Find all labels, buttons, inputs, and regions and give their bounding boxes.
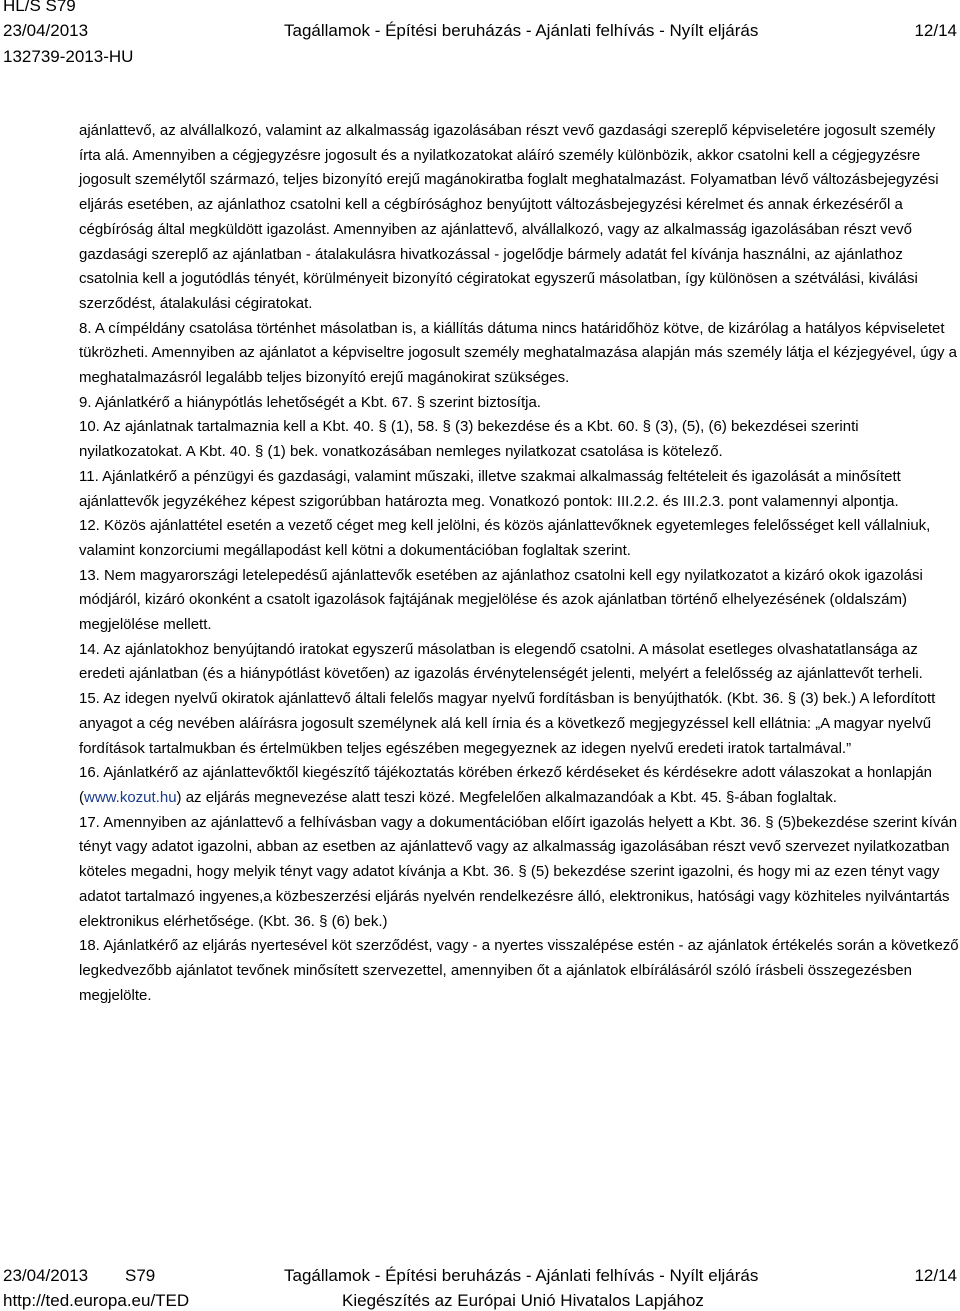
footer-url[interactable]: http://ted.europa.eu/TED xyxy=(3,1291,190,1310)
paragraph-12: 12. Közös ajánlattétel esetén a vezető céget meg kell jelölni, és közös ajánlattevőknek egyetemleges felelősséget kell vállalniuk, valamint konzorciumi megállapodást kell kötni a dokumentációban foglaltak szerint. xyxy=(79,517,931,559)
paragraph-15: 15. Az idegen nyelvű okiratok ajánlattevő általi felelős magyar nyelvű fordításban is benyújthatók. (Kbt. 36. § (3) bek.) A lefordított anyagot a cég nevében aláírásra jogosult személynek alá kell írnia és a következő megjegyzéssel kell ellátnia: „A magyar nyelvű fordítások tartalmukban és értelmükben teljes egészében megegyeznek az idegen nyelvű eredeti iratok tartalmával.” xyxy=(79,690,936,757)
header-title: Tagállamok - Építési beruházás - Ajánlati felhívás - Nyílt eljárás xyxy=(284,21,759,40)
paragraph-14: 14. Az ajánlatokhoz benyújtandó iratokat egyszerű másolatban is elegendő csatolni. A másolat esetleges olvashatatlansága az eredeti ajánlatban (és a hiánypótlást követően) az igazolás érvénytelenségét jelenti, melyért a felelősség az ajánlattevőt terheli. xyxy=(79,640,923,683)
paragraph-9: 9. Ajánlatkérő a hiánypótlás lehetőségét a Kbt. 67. § szerint biztosítja. xyxy=(79,393,541,411)
footer-title: Tagállamok - Építési beruházás - Ajánlati felhívás - Nyílt eljárás xyxy=(284,1266,759,1285)
paragraph-18: 18. Ajánlatkérő az eljárás nyertesével köt szerződést, vagy - a nyertes visszalépése estén - az ajánlatok értékelés során a következő legkedvezőbb ajánlatot tevőnek minősített szervezettel, amennyiben őt a ajánlatok elbírálásáról szóló írásbeli összegezésben megjelölte. xyxy=(79,937,959,1004)
header-series: HL/S S79 xyxy=(3,0,76,15)
header-page-number: 12/14 xyxy=(914,21,957,40)
paragraph-16 xyxy=(79,761,959,810)
paragraph-8: 8. A címpéldány csatolása történhet másolatban is, a kiállítás dátuma nincs határidőhöz kötve, de kizárólag a hatályos képviseletet tükrözheti. Amennyiben az ajánlatot a képviseltre jogosult személy meghatalmazása alapján más személy látja el kézjegyével, úgy a meghatalmazásról legalább teljes bizonyító erejű magánokirat szükséges. xyxy=(79,319,957,387)
paragraph-11: 11. Ajánlatkérő a pénzügyi és gazdasági, valamint műszaki, illetve szakmai alkalmasság feltételeit és igazolását a minősített ajánlattevők jegyzékéhez képest szigorúbban határozta meg. Vonatkozó pontok: III.2.2. és III.2.3. pont valamennyi alpontja. xyxy=(79,467,901,510)
kozut-website-link[interactable]: www.kozut.hu xyxy=(84,788,177,806)
paragraph-16-end: ) az eljárás megnevezése alatt teszi közé. Megfelelően alkalmazandóak a Kbt. 45. §-ában foglaltak. xyxy=(176,788,837,806)
paragraph-16-start: 16. Ajánlatkérő az ajánlattevőktől kiegészítő tájékoztatás körében érkező kérdéseket és kérdésekre adott válaszokat a honlapján ( xyxy=(79,764,933,806)
footer-page-number: 12/14 xyxy=(914,1266,957,1285)
paragraph-10: 10. Az ajánlatnak tartalmaznia kell a Kbt. 40. § (1), 58. § (3) bekezdése és a Kbt. 60. § (3), (5), (6) bekezdései szerinti nyilatkozatokat. A Kbt. 40. § (1) bek. vonatkozásában nemleges nyilatkozat csatolása is kötelező. xyxy=(79,418,859,461)
paragraph-continuation: ajánlattevő, az alvállalkozó, valamint az alkalmasság igazolásában részt vevő gazdasági szereplő képviseletére jogosult személy írta alá. Amennyiben a cégjegyzésre jogosult és a nyilatkozatokat aláíró személy különbözik, akkor csatolni kell a cégjegyzésre jogosult személytől származó, teljes bizonyító erejű magánokiratba foglalt meghatalmazást. Folyamatban lévő változásbejegyzési eljárás esetében, az ajánlathoz csatolni kell a cégbírósághoz benyújtott változásbejegyzési kérelmet és annak érkezéséről a cégbíróság által megküldött igazolást. Amennyiben az ajánlattevő, alvállalkozó, vagy az alkalmasság igazolásában részt vevő gazdasági szereplő az ajánlatban - átalakulásra hivatkozással - jogelődje bármely adatát fel kívánja használni, az ajánlathoz csatolnia kell a jogutódlás tényét, körülményeit bizonyító cégiratokat egyszerű másolatban, így különösen a szétválási, kiválási szerződést, átalakulási cégiratokat. xyxy=(79,122,939,312)
document-body xyxy=(79,119,959,1008)
paragraph-17: 17. Amennyiben az ajánlattevő a felhívásban vagy a dokumentációban előírt igazolás helyett a Kbt. 36. § (5)bekezdése szerint kíván tényt vagy adatot igazolni, abban az esetben az ajánlattevő vagy az alkalmasság igazolásában részt vevő szervezet nyilatkozatban köteles megadni, hogy melyik tényt vagy adatot kívánja a Kbt. 36. § (5) bekezdése szerint igazolni, és hogy mi az ezen tényt vagy adatot tartalmazó ingyenes,a közbeszerzési eljárás nyelvén rendelkezésre álló, elektronikus, hatósági vagy közhiteles nyilvántartás elektronikus elérhetősége. (Kbt. 36. § (6) bek.) xyxy=(79,813,958,930)
paragraph-13: 13. Nem magyarországi letelepedésű ajánlattevők esetében az ajánlathoz csatolni kell egy nyilatkozatot a kizáró okok igazolási módjáról, kizáró okonként a csatolt igazolások fajtájának megjelölése és azok ajánlatban történő elhelyezésének (oldalszám) megjelölése mellett. xyxy=(79,566,923,634)
footer-subtitle: Kiegészítés az Európai Unió Hivatalos Lapjához xyxy=(342,1291,704,1310)
header-date: 23/04/2013 xyxy=(3,21,89,40)
footer-series: S79 xyxy=(125,1266,156,1285)
footer-date: 23/04/2013 xyxy=(3,1266,89,1285)
header-document-id: 132739-2013-HU xyxy=(3,47,134,66)
